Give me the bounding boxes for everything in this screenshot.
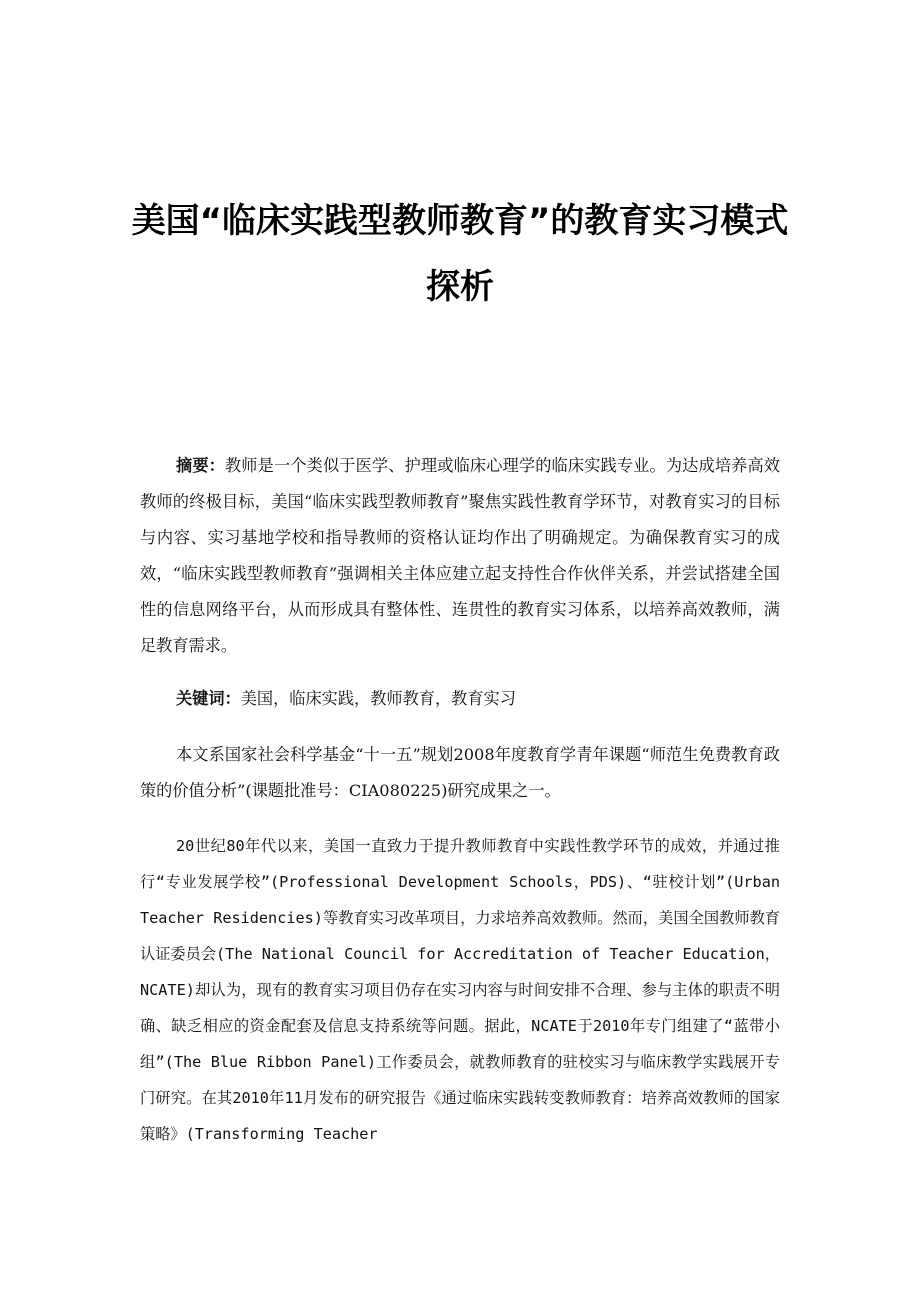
abstract-label: 摘要：	[176, 456, 225, 475]
body-paragraph: 20世纪80年代以来，美国一直致力于提升教师教育中实践性教学环节的成效，并通过推行“专业发展学校”(Professional Development Schools，PDS)、“驻校计划”(Urban Teacher Residencies)等教育实习改革项目，力求培养高效教师。然而，美国全国教师教育认证委员会(The National Council for Accreditation of Teacher Education，NCATE)却认为，现有的教育实习项目仍存在实习内容与时间安排不合理、参与主体的职责不明确、缺乏相应的资金配套及信息支持系统等问题。据此，NCATE于2010年专门组建了“蓝带小组”(The Blue Ribbon Panel)工作委员会，就教师教育的驻校实习与临床教学实践展开专门研究。在其2010年11月发布的研究报告《通过临床实践转变教师教育：培养高效教师的国家策略》(Transforming Teacher	[140, 837, 780, 1143]
abstract-text: 教师是一个类似于医学、护理或临床心理学的临床实践专业。为达成培养高效教师的终极目标，美国“临床实践型教师教育”聚焦实践性教育学环节，对教育实习的目标与内容、实习基地学校和指导教师的资格认证均作出了明确规定。为确保教育实习的成效，“临床实践型教师教育”强调相关主体应建立起支持性合作伙伴关系，并尝试搭建全国性的信息网络平台，从而形成具有整体性、连贯性的教育实习体系，以培养高效教师，满足教育需求。	[140, 456, 780, 655]
keywords-label: 关键词：	[176, 689, 241, 708]
funding-note: 本文系国家社会科学基金“十一五”规划2008年度教育学青年课题“师范生免费教育政策的价值分析”(课题批准号：CIA080225)研究成果之一。	[140, 745, 780, 800]
keywords-paragraph	[140, 681, 780, 717]
abstract-paragraph	[140, 448, 780, 664]
keywords-text: 美国，临床实践，教师教育，教育实习	[240, 689, 516, 708]
page-title: 美国“临床实践型教师教育”的教育实习模式探析	[131, 201, 789, 307]
